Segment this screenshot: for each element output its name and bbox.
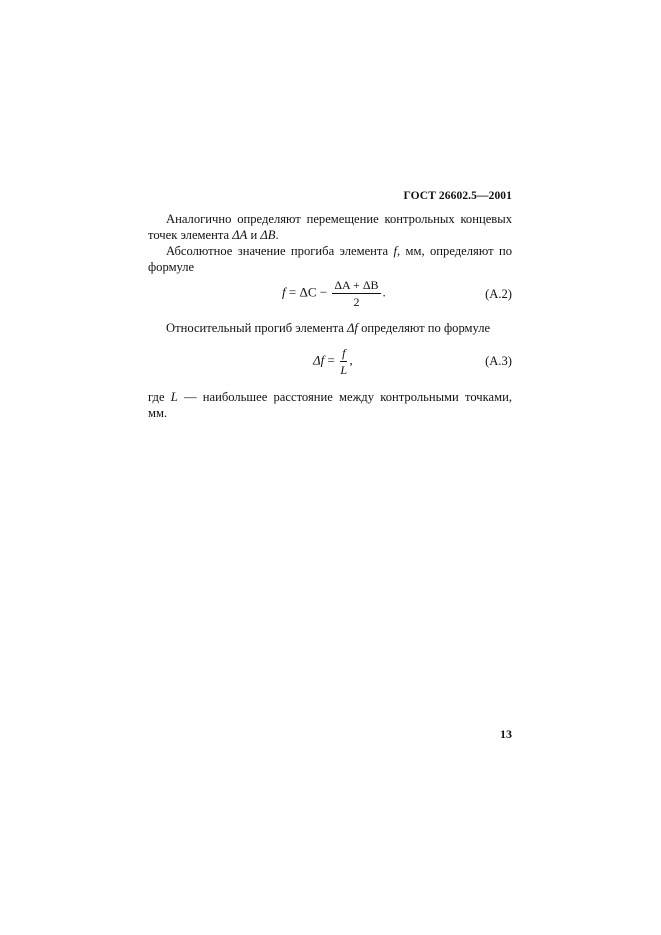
fraction-numerator: ΔA + ΔB xyxy=(334,278,379,292)
fraction-denominator: L xyxy=(340,363,348,377)
formula-trail: , xyxy=(349,352,353,368)
paragraph-text-start: Абсолютное значение прогиба элемента xyxy=(166,244,394,258)
formula-a3 xyxy=(313,346,353,377)
formula-fraction xyxy=(340,346,347,377)
paragraph-text-end: , мм, определяют по формуле xyxy=(148,244,512,274)
variable-delta-a: ΔA xyxy=(232,228,248,242)
formula-operator: = ΔC − xyxy=(285,284,331,300)
period: . xyxy=(275,228,279,242)
variable-delta-b: ΔB xyxy=(260,228,276,242)
formula-lhs: f xyxy=(282,284,286,300)
variable-delta-f: Δf xyxy=(347,321,358,335)
formula-operator: = xyxy=(324,352,339,368)
equation-number-a3: (А.3) xyxy=(485,354,512,368)
paragraph-text-start: Относительный прогиб элемента xyxy=(166,321,348,335)
formula-fraction xyxy=(332,278,380,309)
fraction-denominator: 2 xyxy=(353,295,360,309)
equation-number-a2: (А.2) xyxy=(485,287,512,301)
formula-trail: . xyxy=(382,284,386,300)
conjunction: и xyxy=(247,228,261,242)
paragraph-displacement xyxy=(148,211,512,243)
document-header: ГОСТ 26602.5—2001 xyxy=(403,190,512,202)
paragraph-text: Аналогично определяют перемещение контрольных концевых точек элемента xyxy=(148,212,512,242)
formula-a2 xyxy=(282,278,386,309)
paragraph-text-end: определяют по формуле xyxy=(357,321,491,335)
paragraph-text-start: где xyxy=(148,390,171,404)
paragraph-text-end: — наибольшее расстояние между контрольными точками, мм. xyxy=(148,390,512,420)
page-number: 13 xyxy=(500,727,512,741)
paragraph-relative-deflection xyxy=(148,320,512,336)
paragraph-absolute-deflection xyxy=(148,243,512,275)
variable-l: L xyxy=(170,390,178,404)
paragraph-where-l xyxy=(148,389,512,421)
variable-f: f xyxy=(393,244,398,258)
fraction-numerator: f xyxy=(342,346,346,360)
formula-lhs: Δf xyxy=(313,352,325,368)
